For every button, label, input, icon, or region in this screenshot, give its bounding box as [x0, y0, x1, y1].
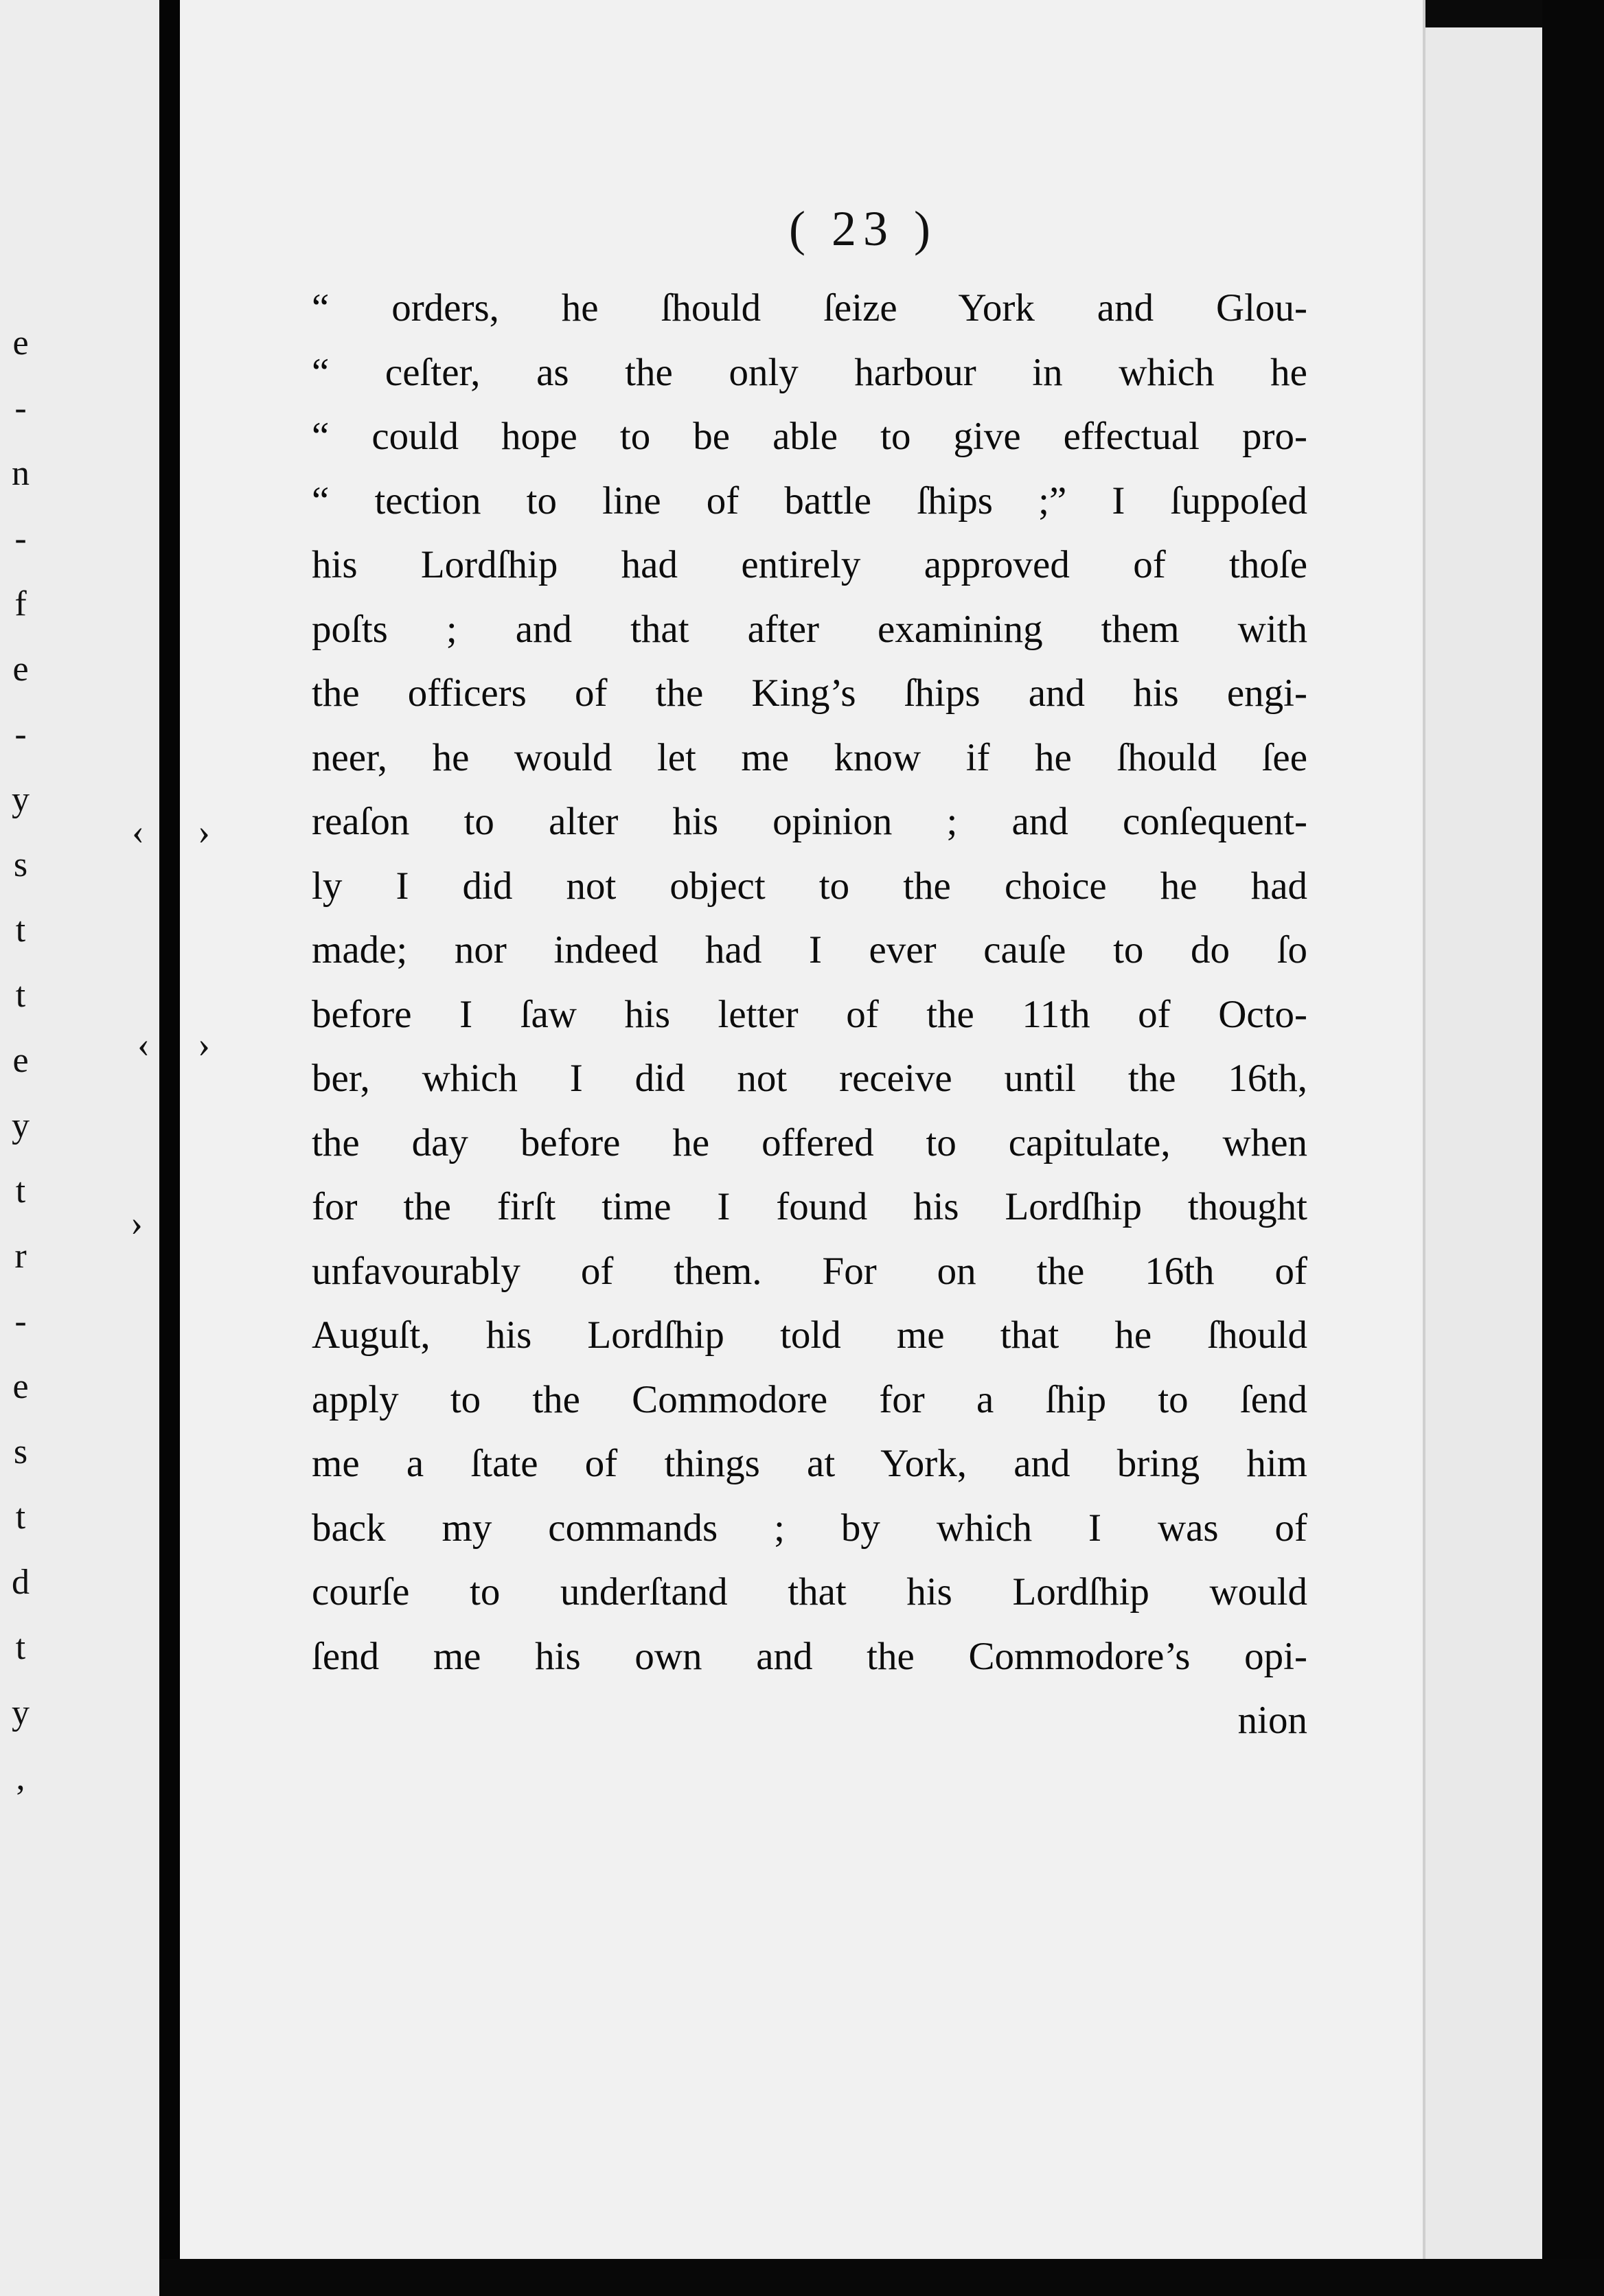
- catchword: nion: [1237, 1699, 1307, 1742]
- text-line: reaſon to alter his opinion ; and conſequent-: [312, 800, 1307, 843]
- body-text: [312, 276, 1307, 1753]
- facing-page-left: [0, 0, 159, 2296]
- facing-page-letter: -: [14, 715, 27, 754]
- facing-page-letter: e: [12, 650, 29, 689]
- text-line: ly I did not object to the choice he had: [312, 864, 1307, 908]
- scan-border-right: [1542, 0, 1604, 2296]
- text-line: the day before he offered to capitulate, when: [312, 1121, 1307, 1164]
- text-line: “ ceſter, as the only harbour in which he: [312, 350, 1307, 394]
- text-line: the officers of the King’s ſhips and his engi-: [312, 671, 1307, 715]
- text-line: ſend me his own and the Commodore’s opi-: [312, 1634, 1307, 1678]
- facing-page-letter: t: [15, 910, 26, 950]
- text-line: ber, which I did not receive until the 16th,: [312, 1057, 1307, 1100]
- text-line: for the firſt time I found his Lordſhip thought: [312, 1185, 1307, 1228]
- gutter-mark-icon: ›: [130, 1202, 143, 1243]
- facing-page-letter: y: [12, 1693, 30, 1732]
- facing-page-letter: e: [12, 323, 29, 363]
- facing-page-letter: e: [12, 1367, 29, 1406]
- gutter-mark-icon: ‹: [137, 1024, 150, 1065]
- facing-page-letter-column: [0, 0, 41, 2296]
- facing-page-letter: t: [15, 1497, 26, 1537]
- facing-page-letter: s: [13, 845, 28, 884]
- text-line: poſts ; and that after examining them with: [312, 607, 1307, 651]
- text-line: Auguſt, his Lordſhip told me that he ſhould: [312, 1313, 1307, 1357]
- facing-page-letter: y: [12, 780, 30, 819]
- gutter-shadow: [159, 0, 180, 2296]
- gutter-mark-icon: ›: [198, 1024, 210, 1065]
- gutter-mark-icon: ›: [198, 811, 210, 852]
- text-line: made; nor indeed had I ever cauſe to do ſo: [312, 928, 1307, 972]
- text-line: “ orders, he ſhould ſeize York and Glou-: [312, 286, 1307, 330]
- scan-border-bottom: [159, 2259, 1604, 2296]
- facing-page-letter: t: [15, 976, 26, 1015]
- facing-page-letter: s: [13, 1432, 28, 1471]
- text-line: apply to the Commodore for a ſhip to ſend: [312, 1377, 1307, 1421]
- gutter-mark-icon: ‹: [132, 811, 144, 852]
- text-line: courſe to underſtand that his Lordſhip would: [312, 1570, 1307, 1614]
- text-line: before I ſaw his letter of the 11th of Octo-: [312, 992, 1307, 1036]
- facing-page-letter: r: [14, 1237, 27, 1276]
- facing-page-letter: f: [14, 584, 27, 623]
- facing-page-letter: d: [12, 1563, 30, 1602]
- page-number-header: ( 23 ): [789, 201, 937, 256]
- text-line: “ could hope to be able to give effectual pro-: [312, 415, 1307, 458]
- text-line: “ tection to line of battle ſhips ;” I ſuppoſed: [312, 479, 1307, 523]
- facing-page-letter: -: [14, 1302, 27, 1341]
- facing-page-letter: e: [12, 1041, 29, 1080]
- text-line: back my commands ; by which I was of: [312, 1506, 1307, 1550]
- text-line: neer, he would let me know if he ſhould ſee: [312, 735, 1307, 779]
- text-line: his Lordſhip had entirely approved of thoſe: [312, 543, 1307, 586]
- facing-page-letter: n: [12, 454, 30, 493]
- facing-page-letter: y: [12, 1106, 30, 1145]
- facing-page-letter: -: [14, 519, 27, 558]
- page-edge-right: [1425, 27, 1542, 2259]
- text-line: me a ſtate of things at York, and bring him: [312, 1442, 1307, 1485]
- book-page: [180, 0, 1425, 2259]
- text-line: unfavourably of them. For on the 16th of: [312, 1249, 1307, 1293]
- facing-page-letter: -: [14, 389, 27, 428]
- facing-page-letter: t: [15, 1171, 26, 1210]
- facing-page-letter: ,: [16, 1758, 25, 1798]
- facing-page-letter: t: [15, 1628, 26, 1667]
